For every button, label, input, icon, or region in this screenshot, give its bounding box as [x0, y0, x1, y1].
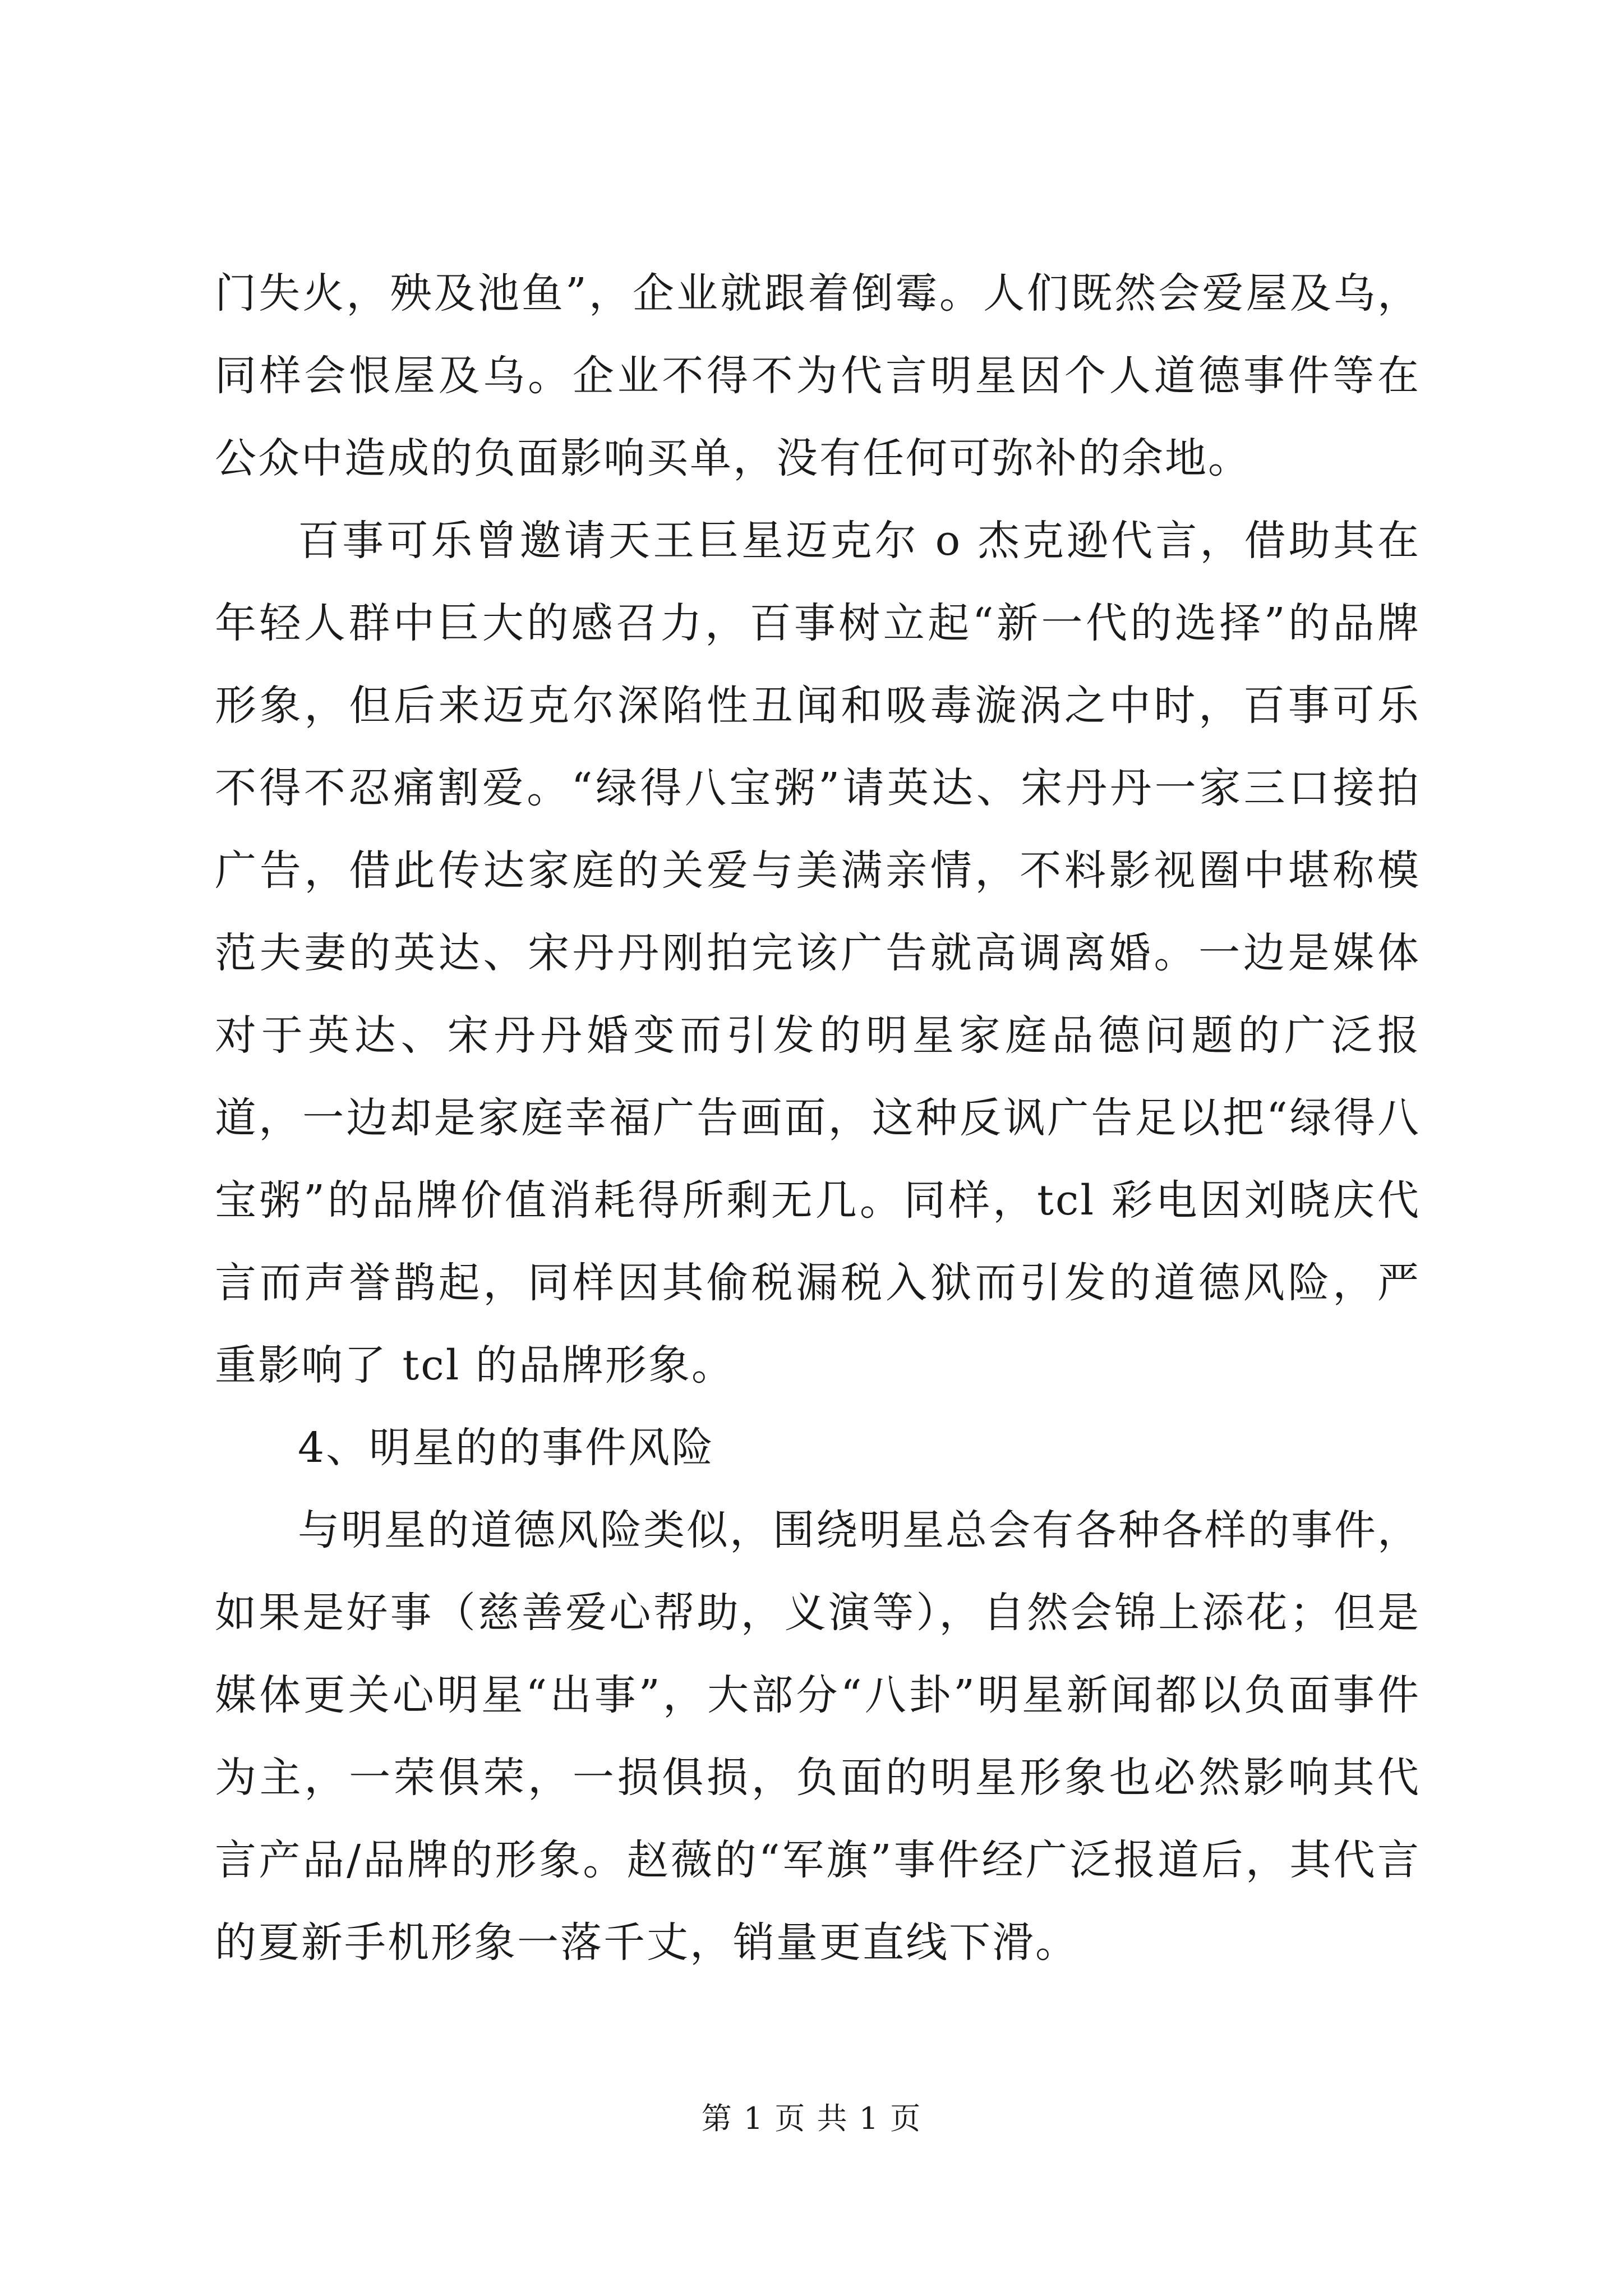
paragraph-moral-risk-examples: 百事可乐曾邀请天王巨星迈克尔 o 杰克逊代言，借助其在年轻人群中巨大的感召力，百事树立起“新一代的选择”的品牌形象，但后来迈克尔深陷性丑闻和吸毒漩涡之中时，百事可乐不得不忍痛割爱。“绿得八宝粥”请英达、宋丹丹一家三口接拍广告，借此传达家庭的关爱与美满亲情，不料影视圈中堪称模范夫妻的英达、宋丹丹刚拍完该广告就高调离婚。一边是媒体对于英达、宋丹丹婚变而引发的明星家庭品德问题的广泛报道，一边却是家庭幸福广告画面，这种反讽广告足以把“绿得八宝粥”的品牌价值消耗得所剩无几。同样，tcl 彩电因刘晓庆代言而声誉鹊起，同样因其偷税漏税入狱而引发的道德风险，严重影响了 tcl 的品牌形象。: [215, 517, 1421, 1389]
page-footer: 第 1 页 共 1 页: [701, 2101, 922, 2136]
document-body: [215, 252, 1421, 1984]
paragraph-continuation: 门失火，殃及池鱼”，企业就跟着倒霉。人们既然会爱屋及乌，同样会恨屋及乌。企业不得不为代言明星因个人道德事件等在公众中造成的负面影响买单，没有任何可弥补的余地。: [215, 269, 1421, 482]
section-heading-event-risk: 4、明星的的事件风险: [298, 1424, 715, 1472]
paragraph-event-risk: 与明星的道德风险类似，围绕明星总会有各种各样的事件，如果是好事（慈善爱心帮助，义演等），自然会锦上添花；但是媒体更关心明星“出事”，大部分“八卦”明星新闻都以负面事件为主，一荣俱荣，一损俱损，负面的明星形象也必然影响其代言产品/品牌的形象。赵薇的“军旗”事件经广泛报道后，其代言的夏新手机形象一落千丈，销量更直线下滑。: [215, 1506, 1421, 1967]
